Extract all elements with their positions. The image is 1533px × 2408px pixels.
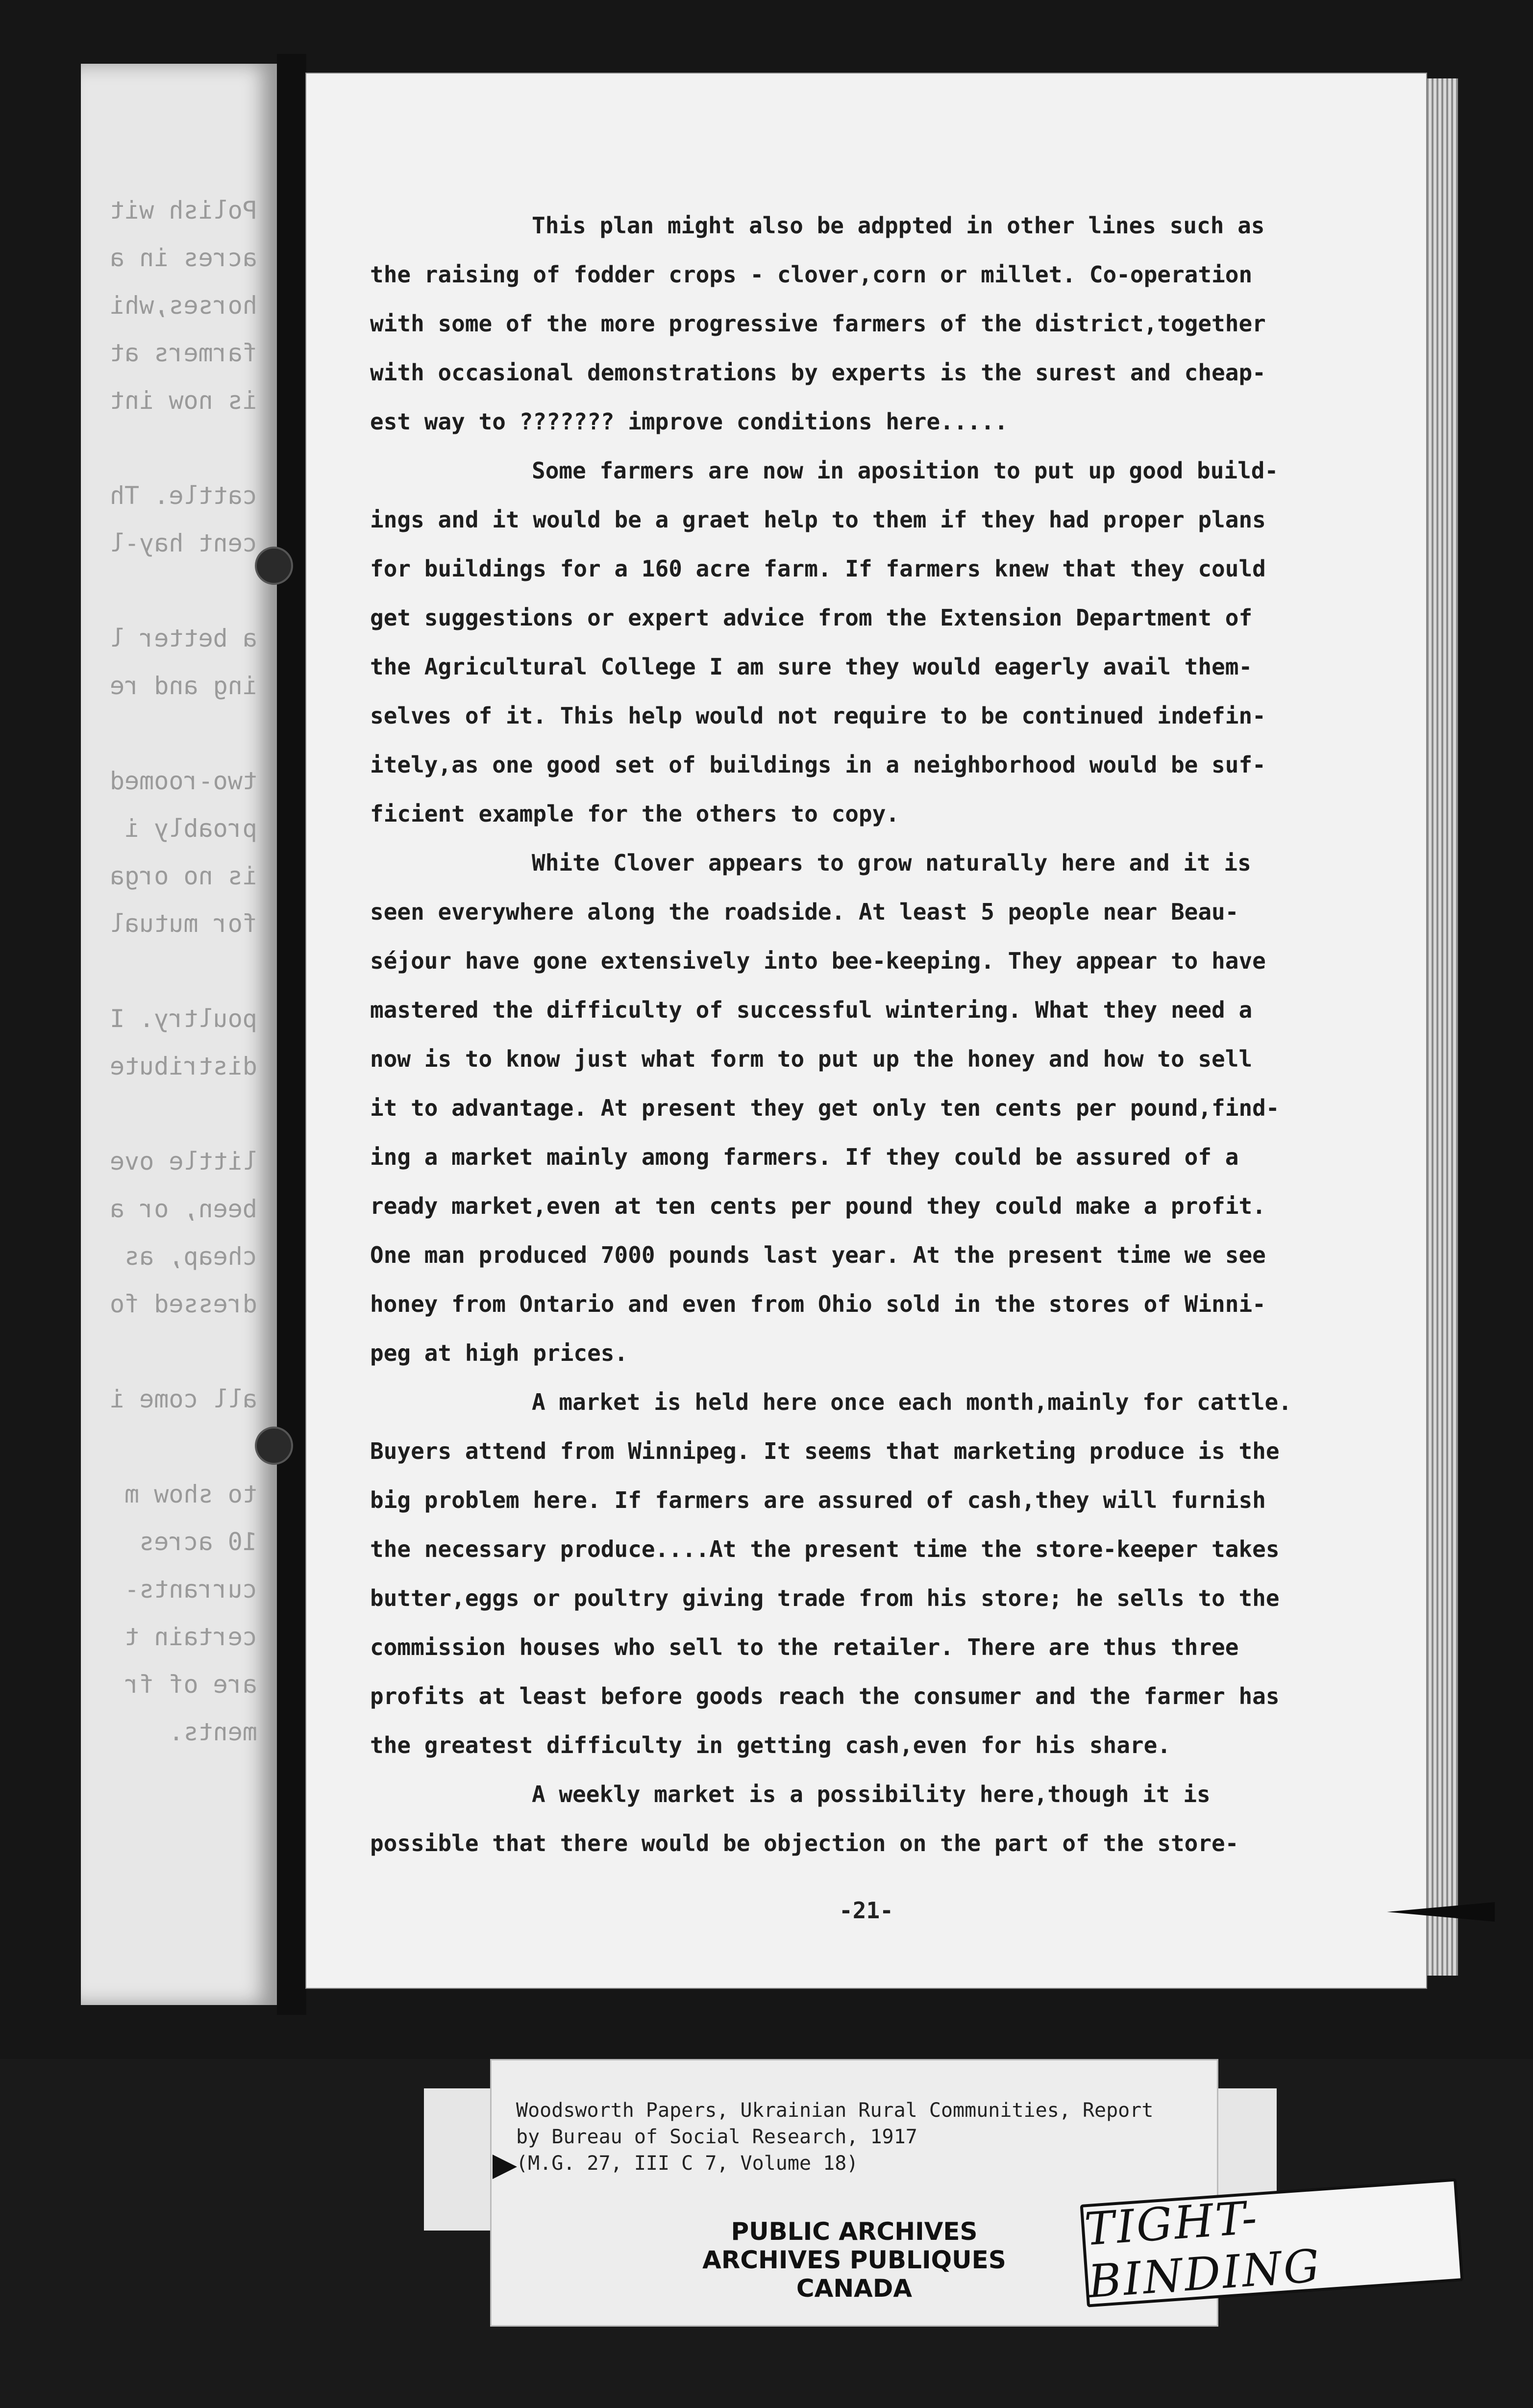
bleed-line: acres in a	[109, 244, 257, 272]
bleed-line: are of fr	[124, 1670, 257, 1699]
bleed-line: cent hay-l	[109, 529, 257, 557]
text-line: peg at high prices.	[370, 1340, 628, 1366]
citation-line: Woodsworth Papers, Ukrainian Rural Communities, Report	[516, 2099, 1154, 2122]
text-line: One man produced 7000 pounds last year. At the present time we see	[370, 1242, 1266, 1268]
typed-body	[370, 201, 1370, 1868]
institution-line: PUBLIC ARCHIVES	[731, 2217, 978, 2246]
page-number: -21-	[839, 1897, 893, 1924]
binding-clip-top	[255, 547, 293, 585]
left-facing-page	[81, 64, 277, 2005]
text-line: now is to know just what form to put up the honey and how to sell	[370, 1046, 1253, 1072]
document-page	[306, 74, 1426, 1988]
text-line: profits at least before goods reach the consumer and the farmer has	[370, 1683, 1280, 1709]
bleed-line: a better l	[109, 624, 257, 652]
binding-gutter	[277, 54, 306, 2015]
text-line: it to advantage. At present they get only ten cents per pound,find-	[370, 1095, 1280, 1121]
text-line: big problem here. If farmers are assured of cash,they will furnish	[370, 1487, 1266, 1513]
bleed-line: been, or a	[109, 1195, 257, 1223]
text-line: for buildings for a 160 acre farm. If farmers knew that they could	[370, 555, 1266, 582]
text-line: mastered the difficulty of successful wintering. What they need a	[370, 997, 1253, 1023]
text-line: honey from Ontario and even from Ohio sold in the stores of Winni-	[370, 1291, 1266, 1317]
bleed-line: farmers at	[109, 339, 257, 367]
text-line: commission houses who sell to the retailer. There are thus three	[370, 1634, 1239, 1660]
text-line: This plan might also be adppted in other lines such as	[532, 212, 1265, 239]
bleed-line: ing and re	[109, 672, 257, 700]
bleed-line: little ove	[109, 1147, 257, 1176]
bleed-line: cattle. Th	[109, 481, 257, 510]
text-line: ready market,even at ten cents per pound they could make a profit.	[370, 1193, 1266, 1219]
text-line: est way to ??????? improve conditions here.....	[370, 408, 1008, 435]
bleed-line: is now int	[109, 386, 257, 415]
bleed-line: to show m	[124, 1480, 257, 1508]
text-line: White Clover appears to grow naturally here and it is	[532, 850, 1251, 876]
text-line: A weekly market is a possibility here,though it is	[532, 1781, 1211, 1807]
text-line: possible that there would be objection on the part of the store-	[370, 1830, 1239, 1856]
text-line: the greatest difficulty in getting cash,even for his share.	[370, 1732, 1171, 1758]
bleed-line: dressed fo	[109, 1290, 257, 1318]
text-line: with occasional demonstrations by experts is the surest and cheap-	[370, 359, 1266, 386]
bleed-line: cheap, as	[124, 1242, 257, 1271]
text-line: Buyers attend from Winnipeg. It seems that marketing produce is the	[370, 1438, 1280, 1464]
citation-line: by Bureau of Social Research, 1917	[516, 2126, 917, 2148]
bleed-line: Polish wit	[109, 196, 257, 225]
bleed-line: poultry. I	[109, 1004, 257, 1033]
text-line: seen everywhere along the roadside. At least 5 people near Beau-	[370, 899, 1239, 925]
text-line: the Agricultural College I am sure they would eagerly avail them-	[370, 653, 1253, 680]
text-line: with some of the more progressive farmers of the district,together	[370, 310, 1266, 337]
text-line: the raising of fodder crops - clover,corn or millet. Co-operation	[370, 261, 1253, 288]
pointer-arrow-icon	[490, 2152, 519, 2182]
bleed-line: currants-	[124, 1575, 257, 1604]
handwritten-note: TIGHT-BINDING	[1080, 2178, 1464, 2307]
text-line: get suggestions or expert advice from the Extension Department of	[370, 604, 1253, 631]
text-line: butter,eggs or poultry giving trade from his store; he sells to the	[370, 1585, 1280, 1611]
binding-clip-bottom	[255, 1427, 293, 1465]
bleed-line: all come i	[109, 1385, 257, 1413]
bleed-line: 10 acres	[139, 1528, 257, 1556]
institution-line: CANADA	[796, 2274, 913, 2303]
bleed-line: proably i	[124, 814, 257, 843]
text-line: A market is held here once each month,mainly for cattle.	[532, 1389, 1292, 1415]
bleed-line: horses,whi	[109, 291, 257, 320]
text-line: selves of it. This help would not require to be continued indefin-	[370, 702, 1266, 729]
text-line: Some farmers are now in aposition to put up good build-	[532, 457, 1279, 484]
text-line: ing a market mainly among farmers. If they could be assured of a	[370, 1144, 1239, 1170]
bleed-line: for mutual	[109, 909, 257, 938]
text-line: séjour have gone extensively into bee-keeping. They appear to have	[370, 948, 1266, 974]
institution-line: ARCHIVES PUBLIQUES	[702, 2246, 1006, 2274]
bleed-line: certain t	[124, 1623, 257, 1651]
bleed-line: two-roomed	[109, 767, 257, 795]
bleed-line: is no orga	[109, 862, 257, 890]
bleed-line: distribute	[109, 1052, 257, 1080]
text-line: the necessary produce....At the present time the store-keeper takes	[370, 1536, 1280, 1562]
bleed-line: ments.	[169, 1718, 257, 1746]
text-line: ings and it would be a graet help to them if they had proper plans	[370, 506, 1266, 533]
citation-line: (M.G. 27, III C 7, Volume 18)	[516, 2152, 859, 2175]
text-line: itely,as one good set of buildings in a neighborhood would be suf-	[370, 752, 1266, 778]
archive-citation	[516, 2097, 1202, 2177]
text-line: ficient example for the others to copy.	[370, 801, 900, 827]
page-stack-edges	[1424, 78, 1458, 1976]
